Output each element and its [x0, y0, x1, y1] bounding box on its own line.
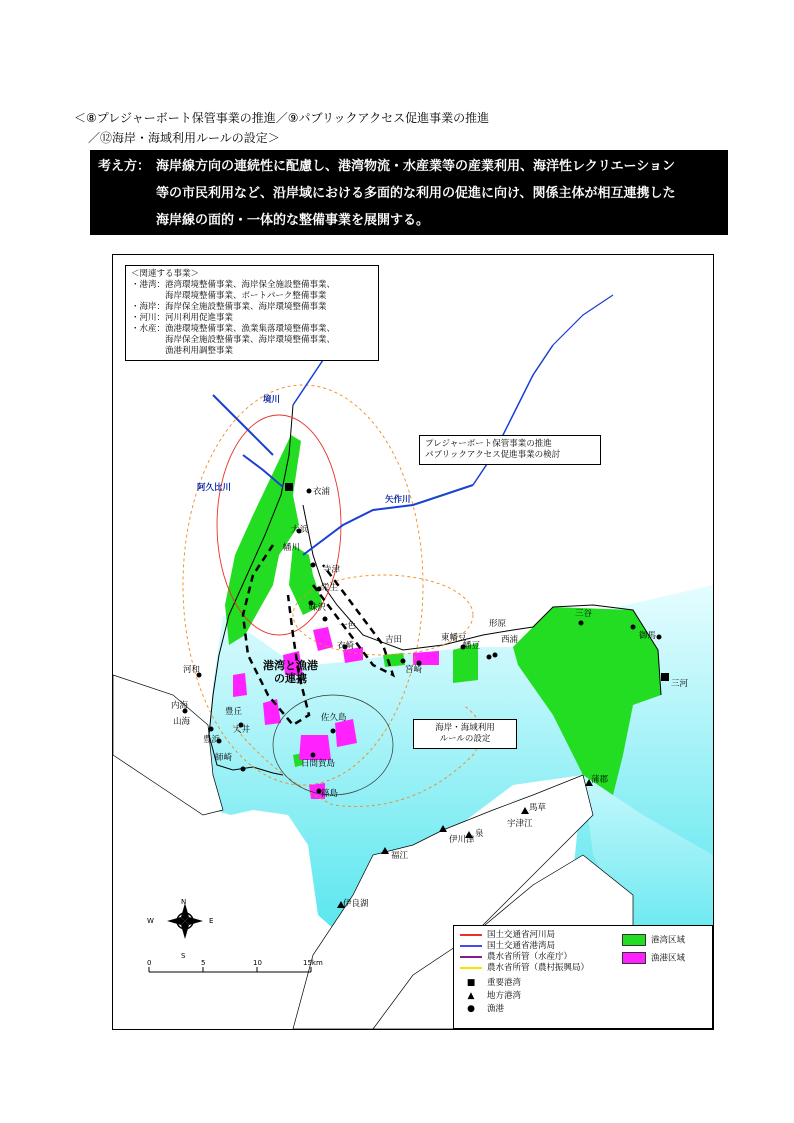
map-canvas: [113, 255, 713, 1029]
legend-area-port: 港湾区域: [622, 934, 685, 947]
place-label-22: 豊浜: [203, 735, 221, 745]
place-label-3: 寺津: [323, 565, 341, 575]
fishing-port-marker: [493, 653, 498, 658]
fishing-port-marker: [311, 753, 316, 758]
concept-line: 等の市民利用など、沿岸域における多面的な利用の促進に向け、関係主体が相互連携した: [156, 186, 676, 201]
place-label-6: 一色: [339, 621, 357, 631]
place-label-30: 泉: [475, 829, 484, 839]
header-line-1: ＜⑧プレジャーボート保管事業の推進／⑨パブリックアクセス促進事業の推進: [74, 111, 490, 125]
place-label-33: 伊良湖: [343, 899, 369, 909]
place-label-29: 宇津江: [507, 819, 533, 829]
concept-line: 海岸線の面的・一体的な整備事業を展開する。: [156, 213, 430, 228]
fishing-port-marker: [657, 635, 662, 640]
place-label-21: 大井: [233, 725, 251, 735]
related-line: ＜関連する事業＞: [131, 269, 200, 279]
place-label-4: 栄生: [321, 583, 339, 593]
related-line: 海岸保全施設整備事業、海岸環境整備事業、: [131, 335, 336, 345]
related-line: ・海岸：海岸保全施設整備事業、海岸環境整備事業: [131, 302, 327, 312]
legend-line-river: 国土交通省河川局: [460, 930, 555, 941]
legend-symbol-fishing: ● 漁港: [467, 1004, 505, 1014]
place-label-10: 東幡豆: [441, 633, 467, 643]
related-projects-box: [125, 265, 379, 361]
related-line: ・水産：漁港環境整備事業、漁業集落環境整備事業、: [131, 324, 336, 334]
callout-line: パブリックアクセス促進事業の検討: [425, 450, 561, 460]
fishing-port-marker: [401, 659, 406, 664]
compass-w: W: [147, 917, 154, 925]
place-label-7: 衣崎: [337, 641, 355, 651]
place-label-23: 師崎: [215, 753, 233, 763]
concept-body: [156, 153, 726, 234]
place-label-5: 味沢: [309, 603, 327, 613]
place-label-8: 吉田: [385, 635, 403, 645]
related-line: ・河川：河川利用促進事業: [131, 313, 234, 323]
fishing-port-marker: [631, 625, 636, 630]
place-label-11: 幡豆: [463, 641, 481, 651]
concept-label: 考え方：: [98, 159, 151, 174]
place-label-0: 衣浦: [313, 487, 331, 497]
place-label-15: 御馬: [639, 631, 657, 641]
scale-tick-1: 5: [201, 959, 206, 967]
fishing-port-marker: [331, 729, 336, 734]
fishing-port-marker: [311, 563, 316, 568]
scale-tick-2: 10: [253, 959, 262, 967]
important-port-marker: [285, 483, 293, 491]
place-label-19: 山海: [173, 717, 191, 727]
place-label-2: 幡川: [283, 543, 301, 553]
legend-symbol-important: ■ 重要港湾: [466, 978, 522, 988]
compass-e: E: [209, 917, 214, 925]
place-label-26: 篠島: [321, 789, 339, 799]
place-label-20: 豊丘: [225, 707, 243, 717]
river-label-2: 矢作川: [385, 495, 411, 505]
concept-box: [90, 150, 728, 235]
fishing-port-marker: [487, 655, 492, 660]
compass-s: S: [181, 952, 186, 960]
rules-callout: [413, 719, 517, 749]
bay-map: [112, 254, 714, 1030]
legend-line-port: 国土交通省港湾局: [460, 941, 555, 952]
pleasure-boat-callout: [419, 435, 601, 465]
place-label-13: 西浦: [501, 635, 519, 645]
place-label-1: 大浜: [291, 525, 309, 535]
place-label-18: 内海: [171, 701, 189, 711]
related-line: 海岸環境整備事業、ボートパーク整備事業: [131, 291, 327, 301]
fishing-port-marker: [579, 621, 584, 626]
place-label-14: 三谷: [575, 609, 593, 619]
fish-area-5: [233, 673, 247, 697]
callout-line: プレジャーボート保管事業の推進: [425, 439, 552, 449]
callout-line: 海岸・海域利用: [435, 723, 495, 733]
place-label-17: 河和: [183, 665, 201, 675]
fishing-port-marker: [241, 767, 246, 772]
related-line: 漁港利用調整事業: [131, 346, 234, 356]
place-label-32: 福江: [391, 851, 409, 861]
river-label-0: 境川: [263, 395, 281, 405]
legend-line-rural: 農水省所管（農村振興局）: [460, 963, 589, 974]
place-label-24: 佐久島: [321, 713, 347, 723]
fishing-port-marker: [307, 489, 312, 494]
fishing-port-marker: [323, 617, 328, 622]
place-label-12: 形原: [489, 619, 507, 629]
legend-line-fisheries: 農水省所管（水産庁）: [460, 952, 572, 963]
callout-line: ルールの設定: [439, 734, 491, 744]
place-label-31: 伊川津: [449, 835, 475, 845]
link-label: 港湾と漁港 の連携: [263, 659, 318, 685]
place-label-16: 三河: [671, 679, 689, 689]
river-label-1: 阿久比川: [197, 483, 232, 493]
fishing-port-marker: [209, 727, 214, 732]
place-label-27: 蒲郡: [591, 775, 609, 785]
compass-n: N: [181, 898, 187, 906]
legend-area-fish: 漁港区域: [622, 952, 685, 965]
legend-symbol-local: ▲ 地方港湾: [467, 991, 522, 1001]
scale-tick-0: 0: [147, 959, 152, 967]
important-port-marker: [661, 673, 669, 681]
legend: [453, 925, 713, 1029]
place-label-9: 宮崎: [405, 665, 423, 675]
concept-line: 海岸線方向の連続性に配慮し、港湾物流・水産業等の産業利用、海洋性レクリエーション: [156, 159, 675, 174]
place-label-25: 日間賀島: [301, 759, 336, 769]
scale-tick-3: 15km: [303, 959, 323, 967]
header-line-2: ／⑫海岸・海域利用ルールの設定＞: [88, 131, 280, 145]
related-line: ・港湾：港湾環境整備事業、海岸保全施設整備事業、: [131, 280, 336, 290]
place-label-28: 馬草: [529, 803, 547, 813]
